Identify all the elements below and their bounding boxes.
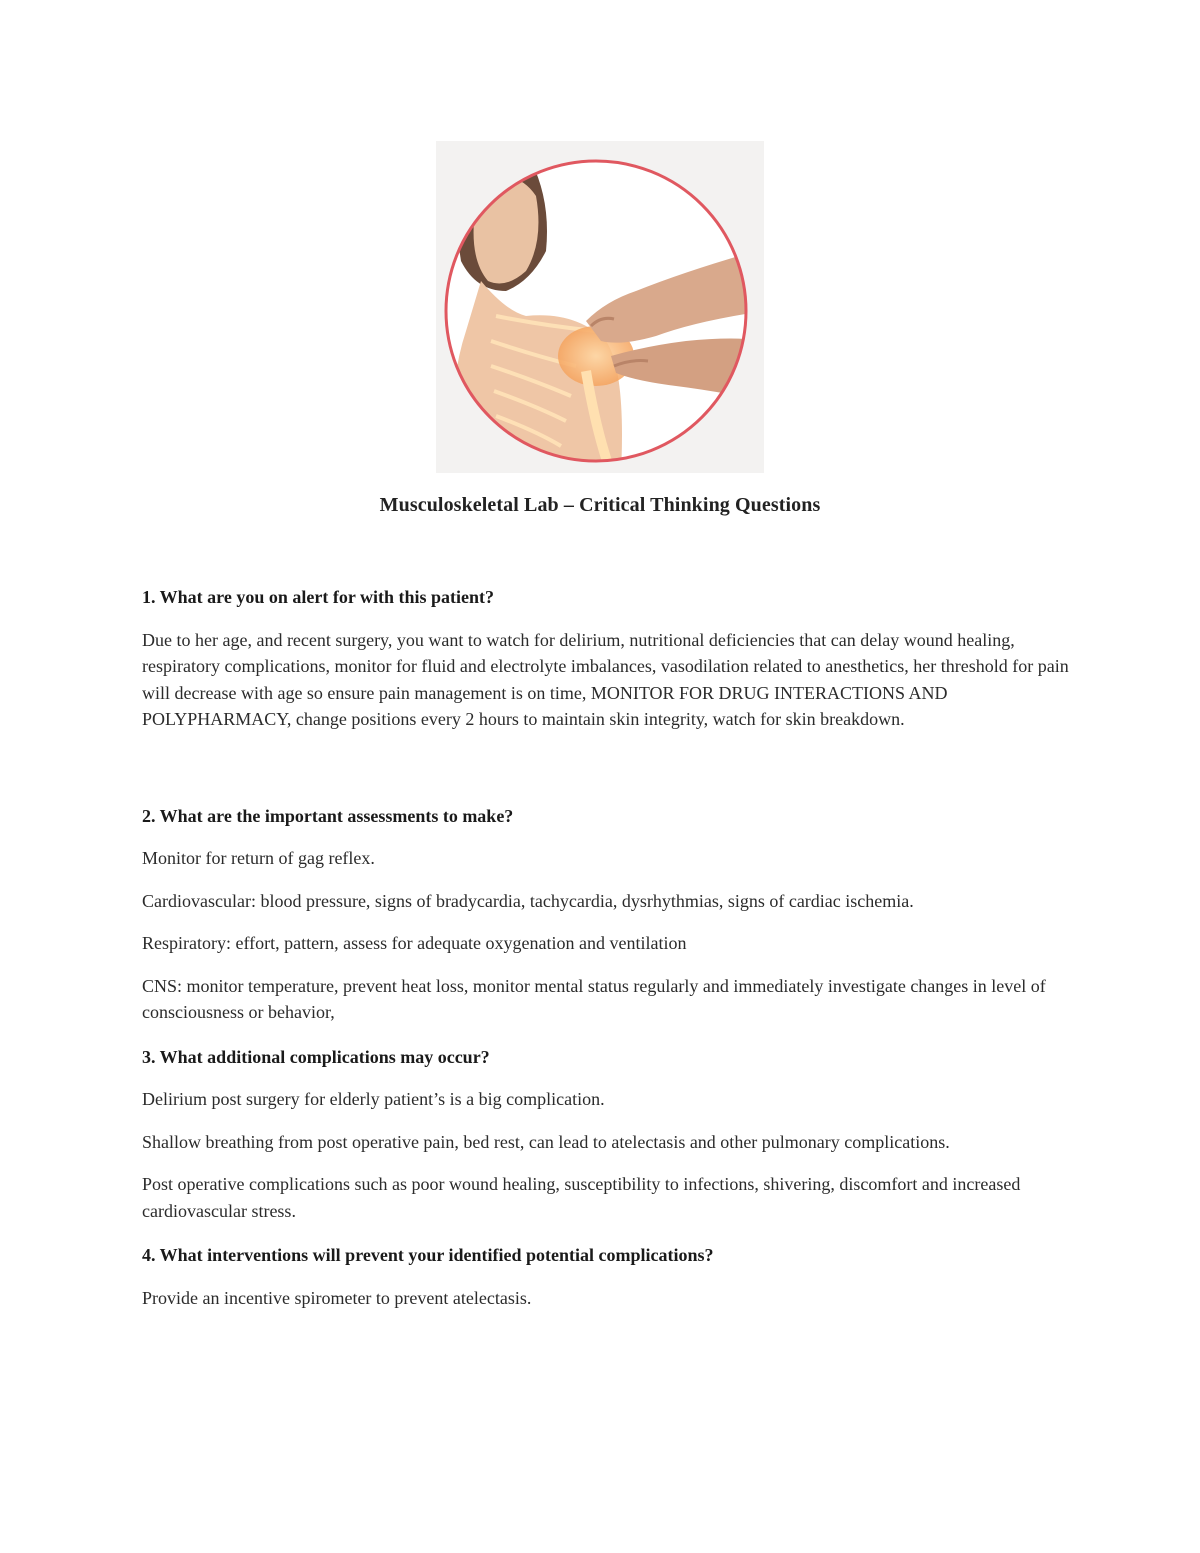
answer-3-1: Delirium post surgery for elderly patient’s is a big complication. <box>142 1089 605 1109</box>
question-4: 4. What interventions will prevent your identified potential complications? <box>142 1245 714 1265</box>
question-3: 3. What additional complications may occur? <box>142 1046 490 1067</box>
musculoskeletal-illustration <box>436 141 764 473</box>
question-1: 1. What are you on alert for with this patient? <box>142 587 495 607</box>
answer-2-3: Respiratory: effort, pattern, assess for adequate oxygenation and ventilation <box>142 933 687 953</box>
answer-2-4: CNS: monitor temperature, prevent heat loss, monitor mental status regularly and immediately investigate changes in level of consciousness or behavior, <box>142 975 1046 1022</box>
answer-1-1: Due to her age, and recent surgery, you want to watch for delirium, nutritional deficiencies that can delay wound healing, respiratory complications, monitor for fluid and electrolyte imbalances, vasodilation related to anesthetics, her threshold for pain will decrease with age so ensure pain management is on time, MONITOR FOR DRUG INTERACTIONS AND POLYPHARMACY, change positions every 2 hours to maintain skin integrity, watch for skin breakdown. <box>142 629 1069 729</box>
page-title: Musculoskeletal Lab – Critical Thinking Questions <box>379 494 821 516</box>
answer-3-3: Post operative complications such as poor wound healing, susceptibility to infections, shivering, discomfort and increased cardiovascular stress. <box>142 1174 1021 1221</box>
answer-4-1: Provide an incentive spirometer to prevent atelectasis. <box>142 1287 532 1308</box>
answer-2-2: Cardiovascular: blood pressure, signs of bradycardia, tachycardia, dysrhythmias, signs of cardiac ischemia. <box>142 890 914 911</box>
answer-3-2: Shallow breathing from post operative pain, bed rest, can lead to atelectasis and other pulmonary complications. <box>142 1131 950 1152</box>
answer-2-1: Monitor for return of gag reflex. <box>142 848 375 868</box>
question-2: 2. What are the important assessments to make? <box>142 805 514 826</box>
document-body <box>142 584 1072 1311</box>
